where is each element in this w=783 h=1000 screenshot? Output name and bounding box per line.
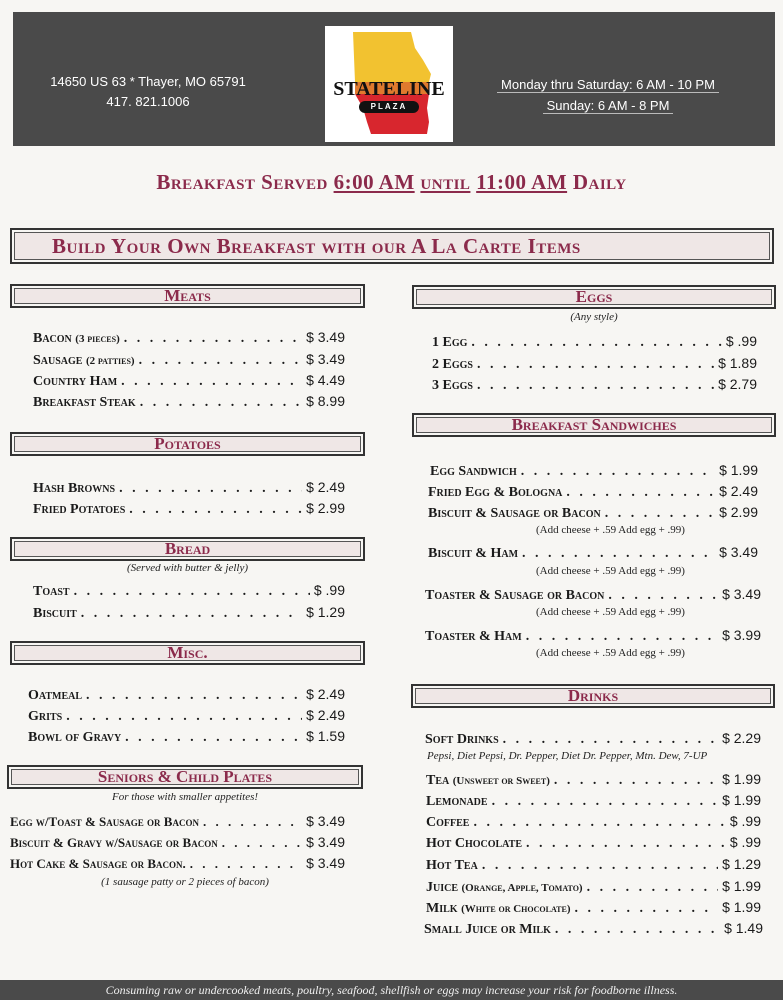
header-bar [13,12,775,146]
menu-item: 1 Egg . . . $ .99 [432,333,757,351]
sandwich-addon-note: (Add cheese + .59 Add egg + .99) [536,647,685,659]
menu-item: Fried Egg & Bologna . . . $ 2.49 [428,483,758,501]
served-start: 6:00 AM [333,170,415,194]
menu-item: Lemonade . . . $ 1.99 [426,792,761,810]
menu-item: Hot Cake & Sausage or Bacon. . . . $ 3.49 [10,855,345,873]
served-end: 11:00 AM [476,170,568,194]
eggs-note: (Any style) [570,311,618,323]
served-mid: until [420,170,471,194]
menu-item: Egg Sandwich . . . $ 1.99 [430,462,758,480]
menu-item: Small Juice or Milk . . . $ 1.49 [424,920,763,938]
menu-item: Biscuit & Ham . . . $ 3.49 [428,544,758,562]
breakfast-served-line [0,170,783,195]
menu-item: Coffee . . . $ .99 [426,813,761,831]
sandwiches-heading: Breakfast Sandwiches [412,413,776,437]
menu-item: 2 Eggs . . . $ 1.89 [432,355,757,373]
logo-name: STATELINE [333,78,445,100]
seniors-heading: Seniors & Child Plates [7,765,363,789]
menu-item: Tea (Unsweet or Sweet) . . . $ 1.99 [426,771,761,789]
menu-item: Hot Chocolate . . . $ .99 [426,834,761,852]
menu-item: Toast . . . $ .99 [33,582,345,600]
menu-item: Country Ham . . . $ 4.49 [33,372,345,390]
drinks-heading: Drinks [411,684,775,708]
served-prefix: Breakfast Served [156,170,328,194]
seniors-footnote: (1 sausage patty or 2 pieces of bacon) [101,876,269,888]
bread-heading: Bread [10,537,365,561]
eggs-heading: Eggs [412,285,776,309]
phone-text: 417. 821.1006 [106,94,190,109]
address-block [33,72,263,112]
logo [325,26,453,142]
hours-block [488,74,728,116]
served-suffix: Daily [572,170,627,194]
seniors-note: For those with smaller appetites! [111,791,259,803]
menu-item: Biscuit & Sausage or Bacon . . . $ 2.99 [428,504,758,522]
menu-item: Biscuit & Gravy w/Sausage or Bacon . . . $ 3.49 [10,834,345,852]
menu-item: Sausage (2 patties) . . . $ 3.49 [33,351,345,369]
potatoes-heading: Potatoes [10,432,365,456]
menu-item: Hash Browns . . . $ 2.49 [33,479,345,497]
menu-item: Hot Tea . . . $ 1.29 [426,856,761,874]
menu-item: Fried Potatoes . . . $ 2.99 [33,500,345,518]
menu-item: Biscuit . . . $ 1.29 [33,604,345,622]
footer-disclaimer: Consuming raw or undercooked meats, poultry, seafood, shellfish or eggs may increase your risk for foodborne illness. [0,980,783,1000]
soft-drinks-note: Pepsi, Diet Pepsi, Dr. Pepper, Diet Dr. Pepper, Mtn. Dew, 7-UP [427,750,708,762]
sandwich-addon-note: (Add cheese + .59 Add egg + .99) [536,565,685,577]
bread-note: (Served with butter & jelly) [127,562,248,574]
menu-item: Oatmeal . . . $ 2.49 [28,686,345,704]
menu-item: Breakfast Steak . . . $ 8.99 [33,393,345,411]
logo-sub: PLAZA [359,101,419,113]
menu-item: Toaster & Ham . . . $ 3.99 [425,627,761,645]
address-text: 14650 US 63 * Thayer, MO 65791 [50,74,246,89]
menu-item: Grits . . . $ 2.49 [28,707,345,725]
sandwich-addon-note: (Add cheese + .59 Add egg + .99) [536,606,685,618]
menu-item: Toaster & Sausage or Bacon . . . $ 3.49 [425,586,761,604]
menu-item: 3 Eggs . . . $ 2.79 [432,376,757,394]
menu-item: Bacon (3 pieces) . . . $ 3.49 [33,329,345,347]
menu-item: Bowl of Gravy . . . $ 1.59 [28,728,345,746]
sandwich-addon-note: (Add cheese + .59 Add egg + .99) [536,524,685,536]
misc-heading: Misc. [10,641,365,665]
menu-item: Soft Drinks . . . $ 2.29 [425,730,761,748]
menu-item: Milk (White or Chocolate) . . . $ 1.99 [426,899,761,917]
menu-item: Juice (Orange, Apple, Tomato) . . . $ 1.99 [426,878,761,896]
menu-item: Egg w/Toast & Sausage or Bacon . . . $ 3.49 [10,813,345,831]
hours-sunday: Sunday: 6 AM - 8 PM [543,98,674,114]
a-la-carte-banner: Build Your Own Breakfast with our A La Carte Items [10,228,774,264]
meats-heading: Meats [10,284,365,308]
hours-weekday: Monday thru Saturday: 6 AM - 10 PM [497,77,719,93]
